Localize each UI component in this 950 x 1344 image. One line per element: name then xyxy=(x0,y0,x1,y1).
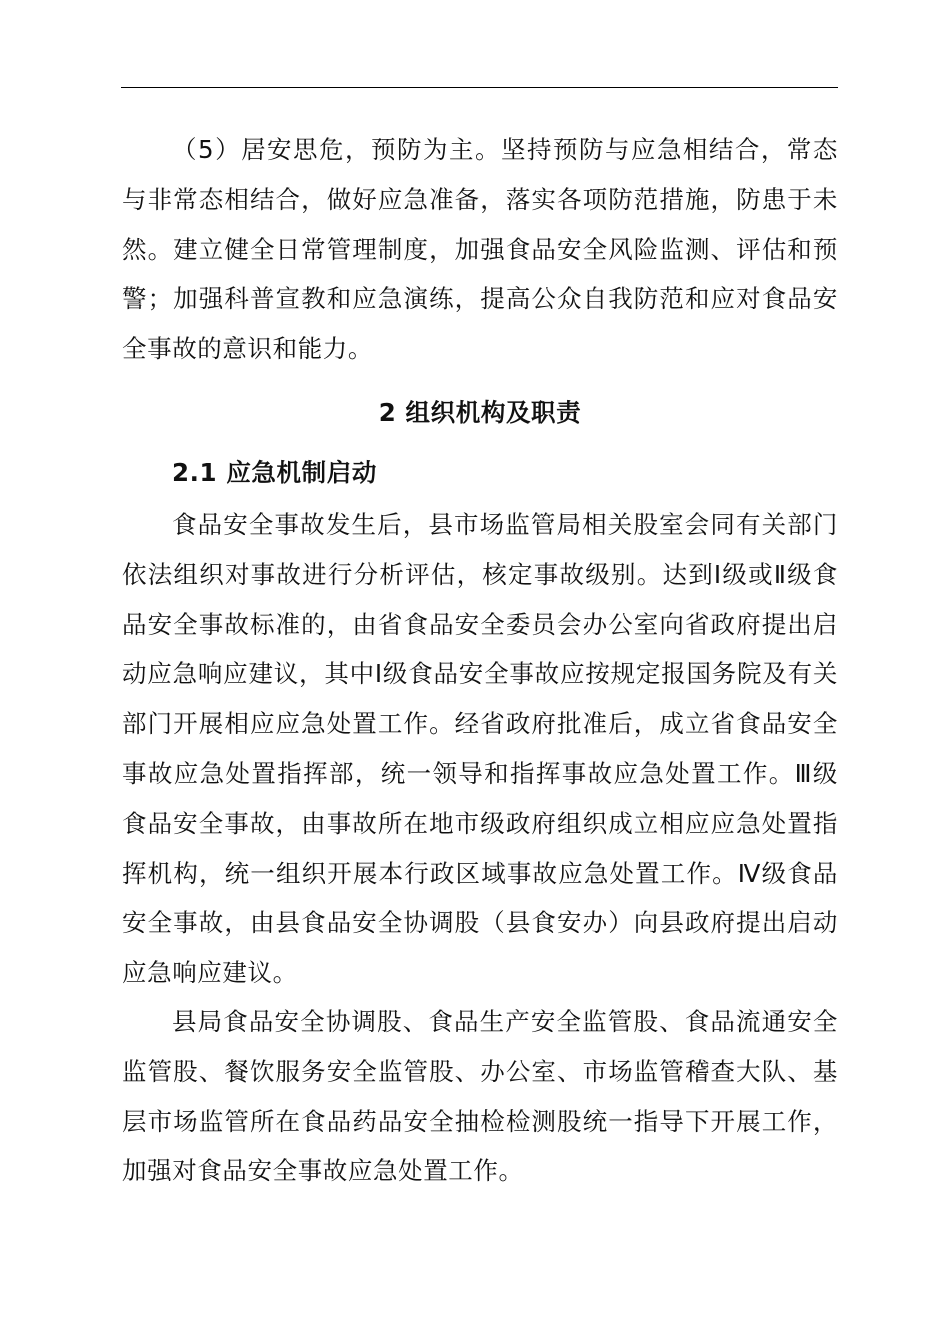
section-title: 组织机构及职责 xyxy=(405,398,582,427)
section-heading xyxy=(122,388,838,438)
subsection-heading: 2.1 应急机制启动 xyxy=(172,458,377,487)
section-number: 2 xyxy=(378,398,397,427)
header-rule xyxy=(121,87,838,88)
paragraph-activation: 食品安全事故发生后，县市场监管局相关股室会同有关部门依法组织对事故进行分析评估，核定事故级别。达到Ⅰ级或Ⅱ级食品安全事故标准的，由省食品安全委员会办公室向省政府提出启动应急响应建议，其中Ⅰ级食品安全事故应按规定报国务院及有关部门开展相应应急处置工作。经省政府批准后，成立省食品安全事故应急处置指挥部，统一领导和指挥事故应急处置工作。Ⅲ级食品安全事故，由事故所在地市级政府组织成立相应应急处置指挥机构，统一组织开展本行政区域事故应急处置工作。Ⅳ级食品安全事故，由县食品安全协调股（县食安办）向县政府提出启动应急响应建议。 xyxy=(122,510,838,988)
paragraph-departments: 县局食品安全协调股、食品生产安全监管股、食品流通安全监管股、餐饮服务安全监管股、办公室、市场监管稽查大队、基层市场监管所在食品药品安全抽检检测股统一指导下开展工作，加强对食品安全事故应急处置工作。 xyxy=(122,1007,838,1186)
paragraph-principle-5: （5）居安思危，预防为主。坚持预防与应急相结合，常态与非常态相结合，做好应急准备，落实各项防范措施，防患于未然。建立健全日常管理制度，加强食品安全风险监测、评估和预警；加强科普宣教和应急演练，提高公众自我防范和应对食品安全事故的意识和能力。 xyxy=(122,135,838,364)
